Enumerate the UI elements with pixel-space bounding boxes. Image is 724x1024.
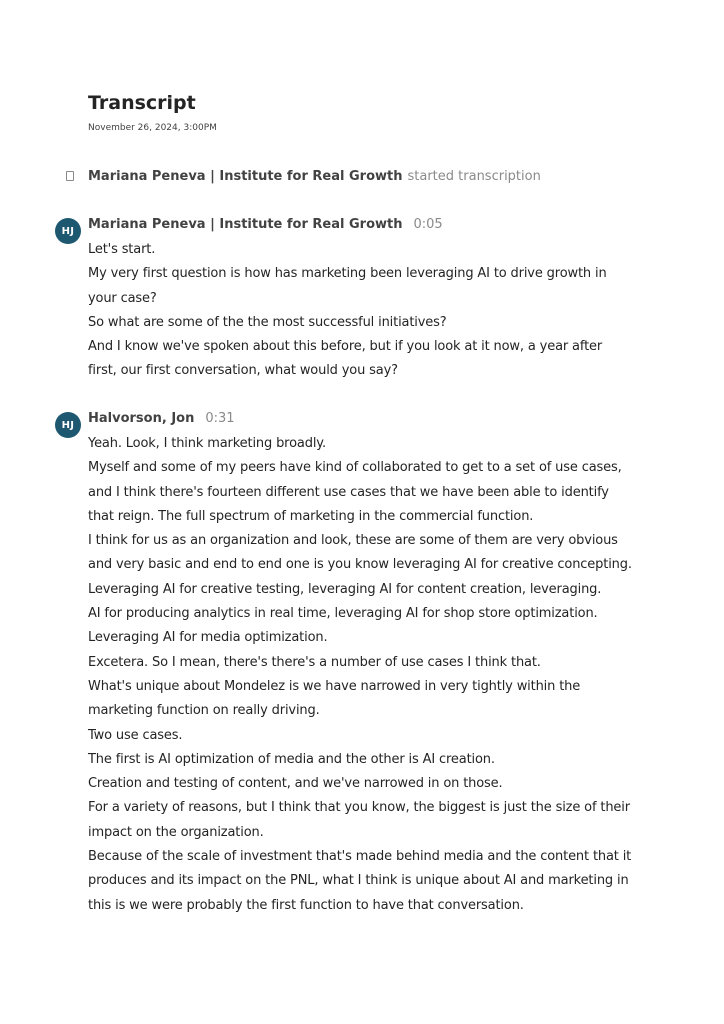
avatar: HJ [55, 412, 81, 438]
transcript-line: Let's start. [88, 242, 156, 257]
timestamp: 0:05 [413, 216, 443, 232]
transcript-line: My very first question is how has marketing been leveraging AI to drive growth in [88, 266, 607, 282]
transcript-line: For a variety of reasons, but I think that you know, the biggest is just the size of their [88, 800, 630, 816]
transcript-line: Yeah. Look, I think marketing broadly. [88, 436, 326, 451]
transcript-line: produces and its impact on the PNL, what I think is unique about AI and marketing in [88, 873, 629, 889]
transcript-line: marketing function on really driving. [88, 703, 320, 719]
transcript-line: Myself and some of my peers have kind of collaborated to get to a set of use cases, [88, 460, 622, 476]
transcript-line: Leveraging AI for creative testing, leveraging AI for content creation, leveraging. [88, 581, 602, 597]
transcript-line: Creation and testing of content, and we've narrowed in on those. [88, 776, 503, 792]
transcript-line: and I think there's fourteen different use cases that we have been able to identify [88, 484, 609, 500]
transcript-line: Because of the scale of investment that's made behind media and the content that it [88, 849, 632, 865]
transcript-date: November 26, 2024, 3:00PM [88, 123, 217, 133]
transcript-line: The first is AI optimization of media and the other is AI creation. [88, 751, 495, 767]
timestamp: 0:31 [205, 410, 235, 426]
transcript-line: first, our first conversation, what would you say? [88, 363, 398, 379]
transcript-line: I think for us as an organization and look, these are some of them are very obvious [88, 533, 618, 549]
speaker-header [88, 408, 235, 428]
transcript-line: Two use cases. [88, 727, 183, 743]
transcript-line: your case? [88, 290, 157, 306]
transcript-line: impact on the organization. [88, 824, 264, 840]
transcript-line: What's unique about Mondelez is we have narrowed in very tightly within the [88, 678, 581, 694]
speaker-name: Halvorson, Jon [88, 410, 195, 426]
transcript-line: Leveraging AI for media optimization. [88, 630, 328, 646]
transcript-text [88, 238, 648, 384]
speaker-name: Mariana Peneva | Institute for Real Growth [88, 216, 403, 232]
transcript-line: this is we were probably the first function to have that conversation. [88, 897, 524, 913]
transcript-line: and very basic and end to end one is you know leveraging AI for creative concepting. [88, 557, 632, 573]
started-by-name: Mariana Peneva | Institute for Real Growth [88, 168, 403, 184]
transcript-line: that reign. The full spectrum of marketing in the commercial function. [88, 508, 534, 524]
transcript-line: And I know we've spoken about this before, but if you look at it now, a year after [88, 339, 603, 355]
document-icon [66, 171, 74, 181]
transcript-text [88, 432, 648, 918]
page-title: Transcript [88, 92, 196, 114]
transcript-line: So what are some of the the most successful initiatives? [88, 314, 447, 330]
started-action-text: started transcription [407, 168, 541, 184]
transcript-line: AI for producing analytics in real time, leveraging AI for shop store optimization. [88, 606, 598, 622]
transcript-line: Excetera. So I mean, there's there's a number of use cases I think that. [88, 654, 541, 670]
avatar: HJ [55, 218, 81, 244]
speaker-header [88, 214, 443, 234]
transcription-started-event [66, 166, 541, 186]
